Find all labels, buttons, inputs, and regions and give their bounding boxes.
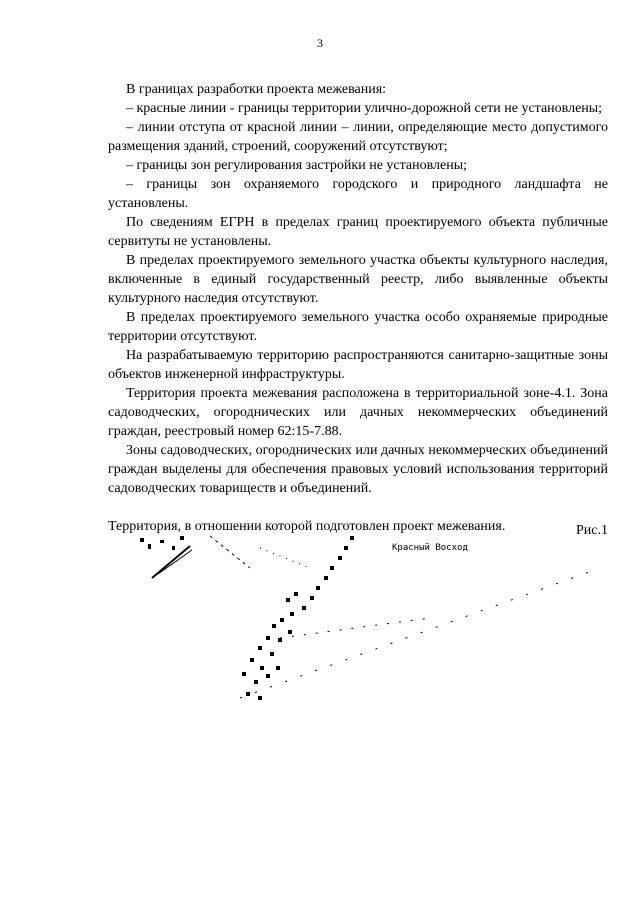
building: [278, 638, 282, 642]
paragraph: Территория проекта межевания расположена в территориальной зоне-4.1. Зона садоводческих, огороднических или дачных некоммерческих объединений граждан, реестровый номер 62:15-7.88.: [108, 386, 608, 439]
dashed-line-3: [260, 548, 310, 568]
dashed-line: [210, 536, 250, 568]
building: [242, 672, 246, 676]
paragraph: Зоны садоводческих, огороднических или дачных некоммерческих объединений граждан выделены для обеспечения правовых условий использования территорий садоводческих товариществ и объединений.: [108, 443, 608, 496]
building: [350, 536, 354, 540]
paragraph: – красные линии - границы территории улично-дорожной сети не установлены;: [126, 101, 603, 116]
building: [246, 692, 250, 696]
building: [276, 666, 280, 670]
building: [294, 592, 298, 596]
figure-label: Рис.1: [576, 523, 608, 538]
building: [266, 636, 270, 640]
dashed-line-long-2: [280, 618, 430, 638]
road-line-left-2: [158, 550, 192, 574]
building: [250, 658, 254, 662]
building: [330, 566, 334, 570]
building: [286, 598, 290, 602]
building: [302, 606, 306, 610]
paragraph: По сведениям ЕГРН в пределах границ проектируемого объекта публичные сервитуты не установлены.: [108, 215, 608, 249]
page-number: 3: [317, 36, 323, 50]
building: [344, 546, 348, 550]
figure-caption: Территория, в отношении которой подготовлен проект межевания.: [108, 519, 506, 534]
road-lines: [152, 536, 600, 698]
building: [266, 674, 270, 678]
building: [338, 556, 342, 560]
building: [270, 652, 274, 656]
building: [172, 546, 175, 550]
building: [258, 646, 262, 650]
map-place-label: Красный Восход: [392, 543, 468, 553]
building: [140, 538, 144, 542]
building: [310, 596, 314, 600]
building: [324, 576, 328, 580]
building: [316, 586, 320, 590]
paragraph: В пределах проектируемого земельного участка объекты культурного наследия, включенные в единый государственный реестр, либо выявленные объекты культурного наследия отсутствуют.: [108, 253, 608, 306]
document-body: [108, 80, 608, 536]
building: [148, 544, 151, 549]
building: [180, 536, 184, 540]
building: [290, 612, 294, 616]
building: [280, 618, 284, 622]
road-line-left: [152, 546, 190, 578]
building: [272, 624, 276, 628]
site-map: [130, 528, 620, 728]
paragraph: – границы зон охраняемого городского и природного ландшафта не установлены.: [108, 177, 608, 211]
building: [288, 630, 292, 634]
building: [254, 680, 258, 684]
paragraph: На разрабатываемую территорию распространяются санитарно-защитные зоны объектов инженерной инфраструктуры.: [108, 348, 608, 382]
dashed-line-long: [240, 568, 600, 698]
building: [260, 666, 264, 670]
paragraph: – линии отступа от красной линии – линии, определяющие место допустимого размещения зданий, строений, сооружений отсутствуют;: [108, 120, 608, 154]
paragraph: В пределах проектируемого земельного участка особо охраняемые природные территории отсутствуют.: [108, 310, 608, 344]
paragraph: – границы зон регулирования застройки не установлены;: [126, 158, 468, 173]
paragraph: В границах разработки проекта межевания:: [126, 82, 387, 97]
building: [160, 540, 164, 543]
building: [258, 696, 262, 700]
